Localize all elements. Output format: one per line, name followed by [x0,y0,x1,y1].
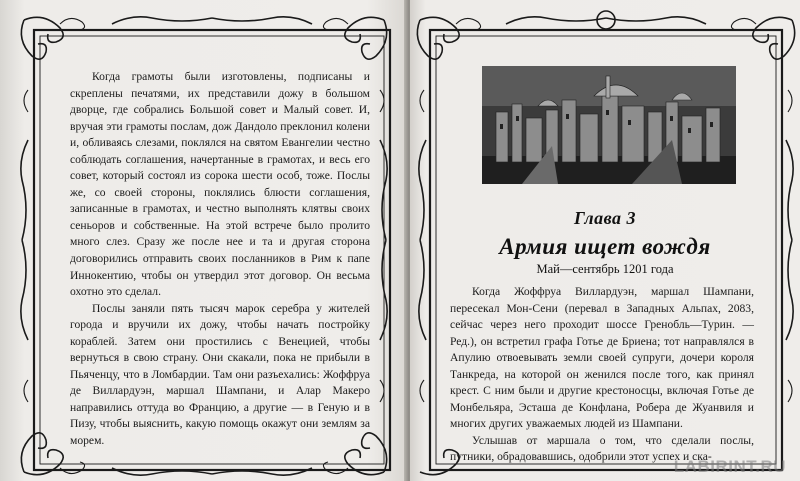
paragraph: Когда Жоффруа Виллардуэн, маршал Шампани, пересекал Мон-Сени (перевал в Западных Альпах, 2083, сейчас через него проходит шоссе Гренобль—Турин. — Ред.), он встретил графа Готье де Бриена; тот направлялся в Апулию отвоевывать земли своей супруги, дочери короля Танкреда, на которой он женился после того, как принял крест. С ним были и другие крестоносцы, включая Готье де Монбельяра, Эсташа де Конфлана, Робера де Жуанвиля и многих других уважаемых людей из Шампани. [450,285,754,431]
paragraph: Послы заняли пять тысяч марок серебра у жителей города и вручили их дожу, чтобы начать постройку кораблей. Затем они простились с Венецией, чтобы вернуться в свою страну. Они скакали, пока не прибыли в Пьяченцу, что в Ломбардии. Там они разъехались: Жоффруа де Виллардуэн, маршал Шампани, и Алар Макеро направились оттуда во Францию, а другие — в Геную и в Пизу, чтобы выяснить, какую помощь окажут они землям за морем. [70,301,370,448]
right-page [410,0,800,481]
left-page-body [70,69,370,450]
paragraph: Услышав от маршала о том, что сделали послы, путники, обрадовавшись, одобрили этот успех и ска- [450,433,754,464]
watermark: LABIRINT.RU [673,457,786,476]
chapter-date: Май—сентябрь 1201 года [536,262,674,276]
right-page-body [450,284,754,466]
chapter-title: Армия ищет вождя [499,234,711,259]
chapter-label: Глава 3 [573,208,637,228]
paragraph: Когда грамоты были изготовлены, подписаны и скреплены печатями, их представили дожу в большом дворце, где собрались Большой совет и Малый совет. И, вручая эти грамоты послам, дож Дандоло преклонил колени и, обливаясь слезами, поклялся на святом Евангелии честно соблюдать соглашения, начертанные в грамотах, и весь его совет, который состоял из сорока шести особ, тоже. Послы же, со своей стороны, поклялись блюсти соглашения, записанные в грамотах, и честно выполнять клятвы своих сеньоров и собственные. На этой встрече было пролито много слез. Сразу же после нее и та и другая сторона договорились отправить своих посланников в Рим к папе Иннокентию, чтобы он утвердил этот договор. Он весьма охотно это сделал. [70,70,370,299]
city-illustration [482,66,736,184]
